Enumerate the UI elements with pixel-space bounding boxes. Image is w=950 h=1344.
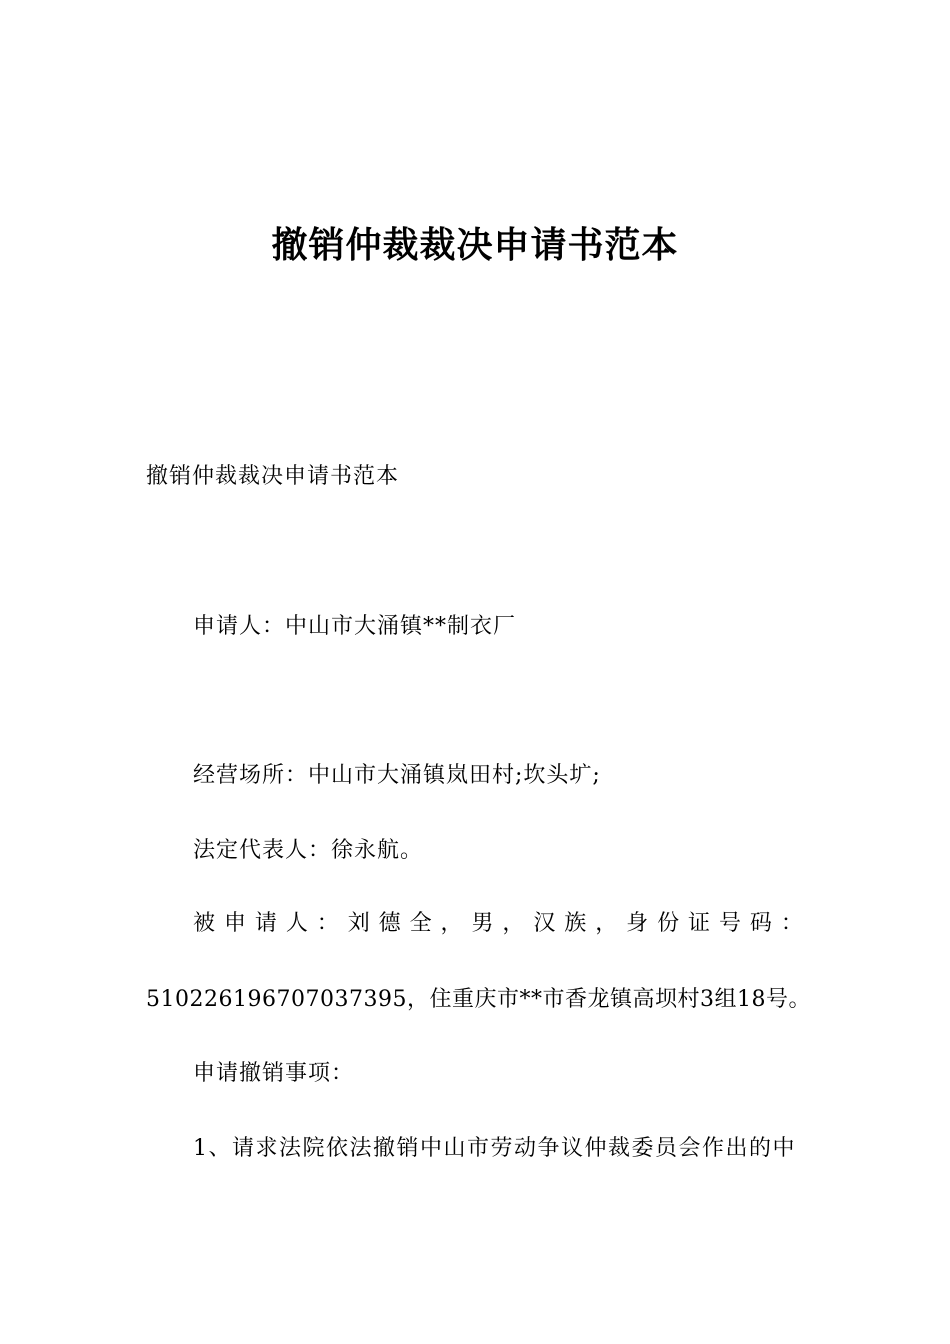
- document-subtitle: 撤销仲裁裁决申请书范本: [146, 464, 400, 489]
- respondent-char: 族: [564, 911, 587, 936]
- requested-item-1: 1、请求法院依法撤销中山市劳动争议仲裁委员会作出的中: [193, 1136, 796, 1161]
- respondent-char: 全: [409, 911, 432, 936]
- respondent-char: 码: [749, 911, 772, 936]
- respondent-char: 份: [657, 911, 680, 936]
- respondent-char: 被: [193, 911, 216, 936]
- respondent-char: 申: [223, 911, 246, 936]
- respondent-char: ，: [595, 911, 618, 936]
- respondent-char: 男: [471, 911, 494, 936]
- respondent-char: ：: [316, 911, 339, 936]
- document-title: 撤销仲裁裁决申请书范本: [271, 225, 679, 266]
- respondent-char: 德: [378, 911, 401, 936]
- respondent-char: ，: [502, 911, 525, 936]
- legal-representative-line: 法定代表人：徐永航。: [193, 838, 424, 863]
- requested-items-heading: 申请撤销事项：: [193, 1061, 355, 1086]
- respondent-char: 刘: [347, 911, 370, 936]
- respondent-line-continued: 510226196707037395，住重庆市**市香龙镇高坝村3组18号。: [146, 987, 811, 1012]
- respondent-char: ：: [780, 911, 803, 936]
- respondent-line: [193, 909, 803, 939]
- applicant-line: 申请人：中山市大涌镇**制衣厂: [193, 614, 517, 639]
- respondent-char: 汉: [533, 911, 556, 936]
- respondent-char: 号: [718, 911, 741, 936]
- respondent-char: 证: [688, 911, 711, 936]
- business-premises-line: 经营场所：中山市大涌镇岚田村;坎头圹;: [193, 763, 601, 788]
- respondent-char: 身: [626, 911, 649, 936]
- respondent-char: ，: [440, 911, 463, 936]
- respondent-char: 请: [254, 911, 277, 936]
- respondent-char: 人: [285, 911, 308, 936]
